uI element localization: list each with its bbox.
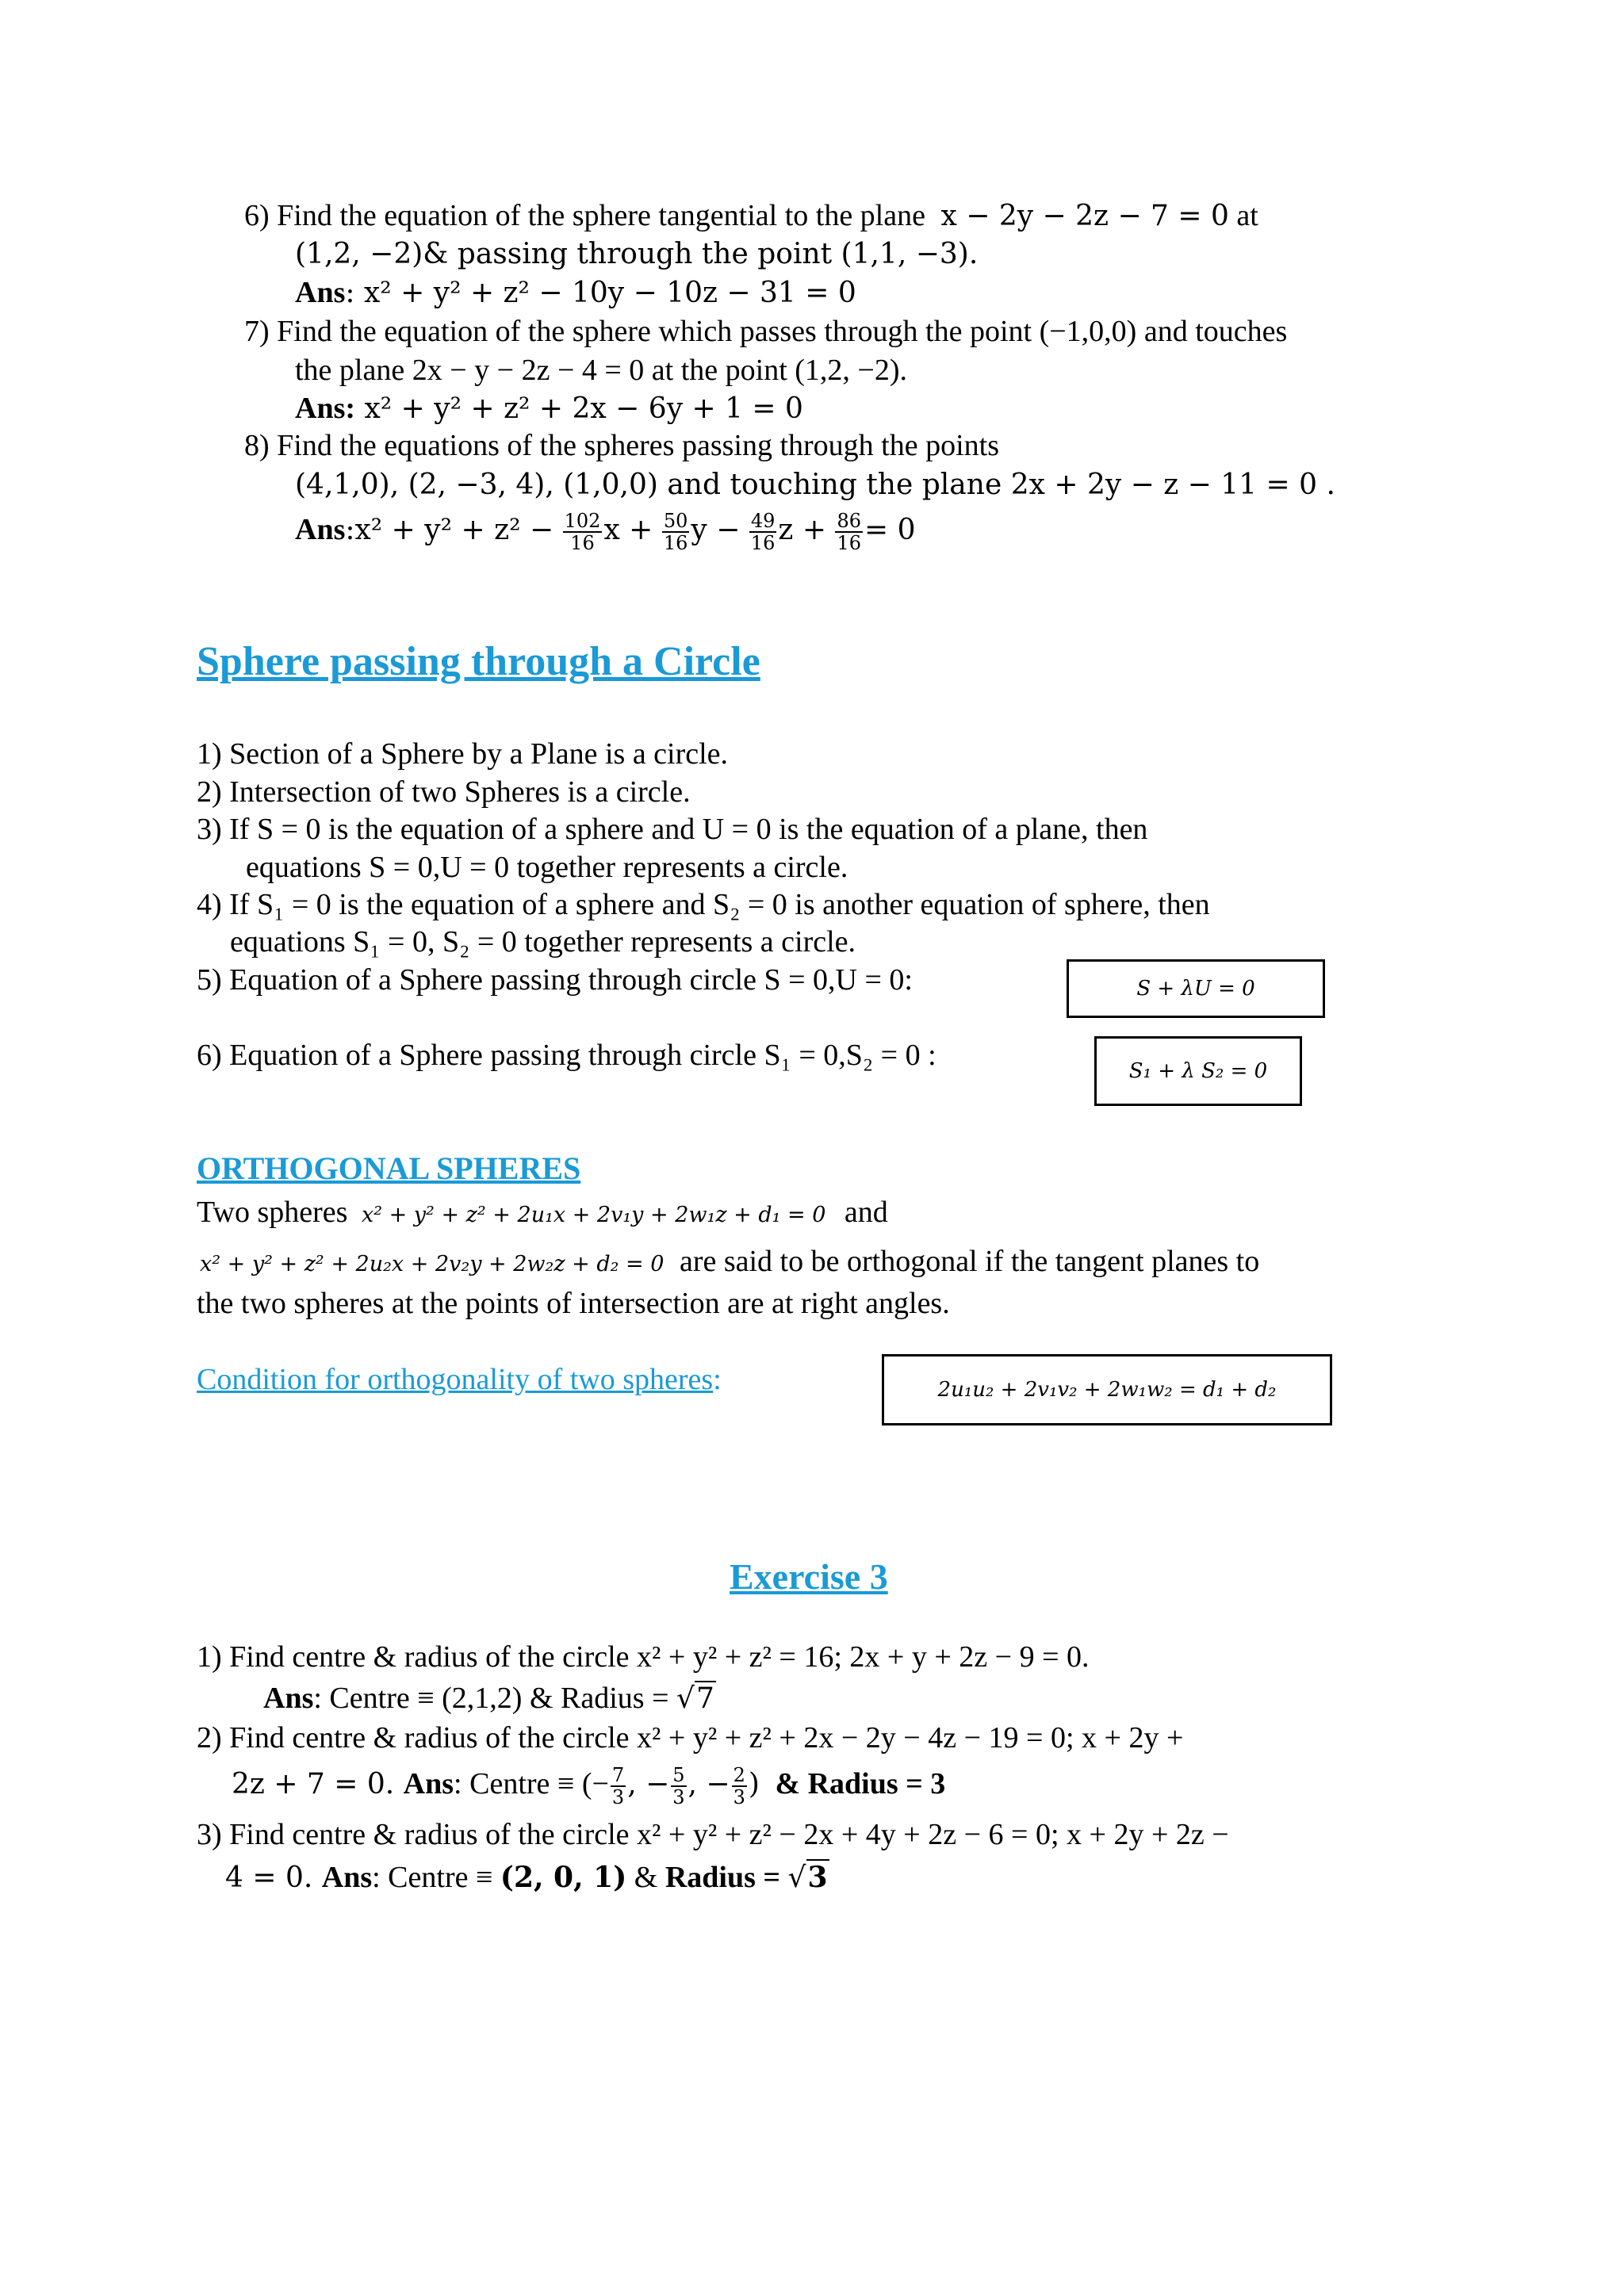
exercise-1-answer <box>263 1679 716 1718</box>
problem-7-text: Find the equation of the sphere which passes through the point (−1,0,0) and touches <box>277 315 1288 348</box>
orthogonal-definition: are said to be orthogonal if the tangent planes to <box>679 1245 1260 1278</box>
sphere-equation-2: x² + y² + z² + 2u₂x + 2v₂y + 2w₂z + d₂ = 0 <box>200 1252 665 1276</box>
circle-item-3: 3) If S = 0 is the equation of a sphere and U = 0 is the equation of a plane, then <box>197 813 1148 846</box>
answer-text: : Centre ≡ (2,1,2) & Radius = <box>313 1682 677 1715</box>
problem-6-at: at <box>1236 199 1258 232</box>
answer-label: Ans <box>403 1767 454 1800</box>
formula-box-5: S + λU = 0 <box>1067 959 1325 1018</box>
exercise-3-line2 <box>225 1858 829 1897</box>
problem-8-answer <box>295 511 916 553</box>
answer-label: Ans <box>321 1861 373 1894</box>
problem-6-line2: (1,2, −2)& passing through the point (1,1, −3). <box>295 238 979 270</box>
answer-radius: Radius = <box>665 1861 788 1894</box>
circle-item-2: 2) Intersection of two Spheres is a circle. <box>197 775 691 809</box>
circle-item-5: 5) Equation of a Sphere passing through circle S = 0,U = 0: <box>197 963 913 997</box>
answer-equation: : x² + y² + z² − 10y − 10z − 31 = 0 <box>345 277 856 309</box>
orthogonal-intro: Two spheres <box>197 1196 348 1229</box>
answer-amp: & <box>626 1861 665 1894</box>
circle-item-6: 6) Equation of a Sphere passing through circle S₁ = 0,S₂ = 0 : <box>197 1039 936 1072</box>
problem-8-number: 8) <box>244 429 270 462</box>
exercise-2-line1: 2) Find centre & radius of the circle x² + y² + z² + 2x − 2y − 4z − 19 = 0; x + 2y + <box>197 1721 1184 1755</box>
exercise-heading: Exercise 3 <box>730 1556 888 1597</box>
fraction: $\frac{50}{16}$ <box>663 510 688 555</box>
answer-term: = 0 <box>864 514 916 546</box>
orthogonal-line3: the two spheres at the points of intersection are at right angles. <box>197 1287 950 1320</box>
problem-7-line1 <box>244 312 1287 350</box>
section-heading-orthogonal: ORTHOGONAL SPHERES <box>197 1150 581 1186</box>
answer-term: y − <box>691 514 741 546</box>
problem-7-answer <box>295 389 803 428</box>
answer-term: z + <box>778 514 826 546</box>
problem-6-plane: x − 2y − 2z − 7 = 0 <box>940 200 1229 232</box>
problem-6-number: 6) <box>244 199 270 232</box>
answer-equation: x² + y² + z² + 2x − 6y + 1 = 0 <box>355 392 803 425</box>
sphere-equation-1: x² + y² + z² + 2u₁x + 2v₁y + 2w₁z + d₁ = 0 <box>361 1203 826 1227</box>
exercise-2-line2: 2z + 7 = 0. Ans: Centre ≡ (− $\frac{7}{3}$ , − $\frac{5}{3}$ , − $\frac{2}{3}$ ) & Radius = 3 <box>232 1764 946 1809</box>
answer-centre: : Centre ≡ <box>372 1861 500 1894</box>
answer-radius: & Radius = 3 <box>775 1767 946 1800</box>
sqrt-sign: √ <box>787 1862 806 1894</box>
answer-prefix: :x² + y² + z² − <box>345 514 554 546</box>
problem-6-text: Find the equation of the sphere tangential to the plane <box>277 199 925 232</box>
fraction: $\frac{102}{16}$ <box>564 510 601 555</box>
answer-term: x + <box>603 514 653 546</box>
condition-label: Condition for orthogonality of two spheres <box>197 1363 714 1396</box>
exercise-3-line1: 3) Find centre & radius of the circle x² + y² + z² − 2x + 4y + 2z − 6 = 0; x + 2y + 2z − <box>197 1818 1229 1851</box>
circle-item-3-cont: equations S = 0,U = 0 together represents a circle. <box>246 851 848 884</box>
problem-8-line1 <box>244 427 999 465</box>
answer-label: Ans: <box>295 392 356 425</box>
answer-label: Ans <box>295 513 346 546</box>
answer-centre-value: (2, 0, 1) <box>500 1861 627 1894</box>
orthogonality-condition-box: 2u₁u₂ + 2v₁v₂ + 2w₁w₂ = d₁ + d₂ <box>882 1354 1332 1425</box>
sqrt-sign: √ <box>676 1682 695 1715</box>
exercise-2-plane-end: 2z + 7 = 0. <box>232 1768 404 1800</box>
exercise-3-plane-end: 4 = 0. <box>225 1862 322 1894</box>
condition-colon: : <box>713 1363 722 1396</box>
fraction: $\frac{49}{16}$ <box>750 510 776 555</box>
problem-6-answer <box>295 274 856 312</box>
problem-8-line2: (4,1,0), (2, −3, 4), (1,0,0) and touching the plane 2x + 2y − z − 11 = 0 . <box>295 469 1335 501</box>
fraction: $\frac{5}{3}$ <box>672 1764 685 1809</box>
formula-box-6: S₁ + λ S₂ = 0 <box>1094 1036 1302 1106</box>
fraction: $\frac{2}{3}$ <box>733 1764 745 1809</box>
exercise-1-line1: 1) Find centre & radius of the circle x² + y² + z² = 16; 2x + y + 2z − 9 = 0. <box>197 1640 1090 1674</box>
sqrt-value: 7 <box>695 1682 714 1715</box>
circle-item-4: 4) If S₁ = 0 is the equation of a sphere and S₂ = 0 is another equation of sphere, then <box>197 888 1210 921</box>
orthogonal-line2 <box>200 1242 1259 1284</box>
answer-label: Ans <box>295 276 346 309</box>
problem-7-number: 7) <box>244 315 270 348</box>
fraction: $\frac{86}{16}$ <box>837 510 862 555</box>
problem-7-line2: the plane 2x − y − 2z − 4 = 0 at the point (1,2, −2). <box>295 354 908 387</box>
orthogonal-and: and <box>844 1196 888 1229</box>
fraction: $\frac{7}{3}$ <box>611 1764 625 1809</box>
section-heading-circle: Sphere passing through a Circle <box>197 639 760 684</box>
orthogonal-line1 <box>197 1193 888 1234</box>
circle-item-1: 1) Section of a Sphere by a Plane is a circle. <box>197 737 729 771</box>
circle-item-4-cont: equations S₁ = 0, S₂ = 0 together represents a circle. <box>230 925 856 959</box>
problem-8-text: Find the equations of the spheres passing through the points <box>277 429 999 462</box>
problem-6-line1 <box>244 197 1258 235</box>
answer-centre: : Centre ≡ (− <box>454 1767 609 1800</box>
answer-label: Ans <box>263 1682 314 1715</box>
orthogonality-condition-label <box>197 1360 722 1399</box>
sqrt-value: 3 <box>807 1861 828 1894</box>
